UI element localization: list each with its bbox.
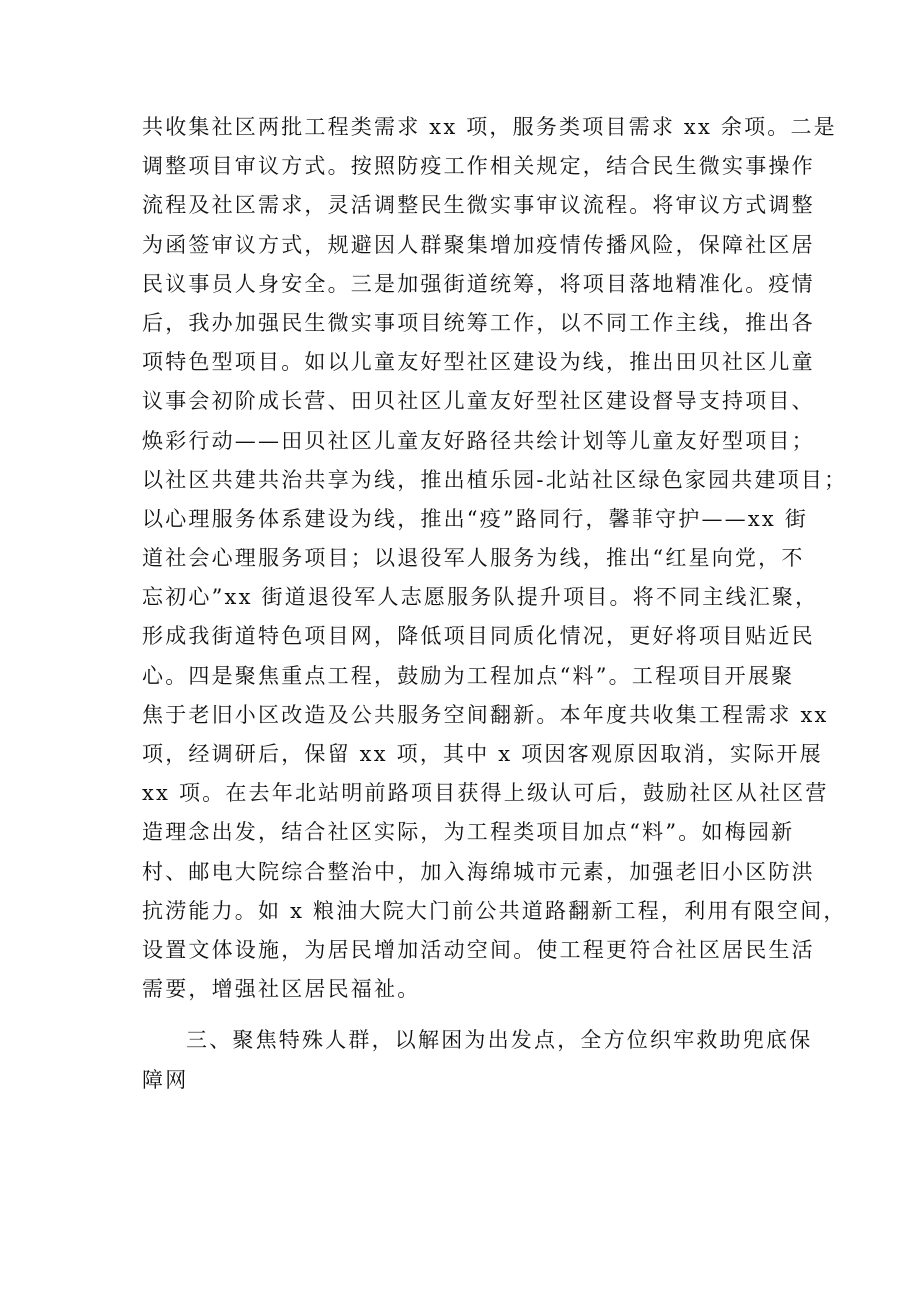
section-heading-line: 三、聚焦特殊人群，以解困为出发点，全方位织牢救助兜底保 bbox=[186, 1028, 813, 1053]
paragraph-line: 项，经调研后，保留 xx 项，其中 x 项因客观原因取消，实际开展 bbox=[142, 742, 823, 766]
paragraph-line: xx 项。在去年北站明前路项目获得上级认可后，鼓励社区从社区营 bbox=[142, 781, 829, 806]
paragraph-line: 焕彩行动——田贝社区儿童友好路径共绘计划等儿童友好型项目； bbox=[142, 428, 815, 453]
paragraph-line: 以心理服务体系建设为线，推出“疫”路同行，馨菲守护——xx 街 bbox=[142, 506, 809, 531]
paragraph-line: 需要，增强社区居民福祉。 bbox=[142, 977, 421, 1002]
paragraph-gap bbox=[142, 1009, 822, 1021]
paragraph-line: 民议事员人身安全。三是加强街道统筹，将项目落地精准化。疫情 bbox=[142, 271, 815, 296]
paragraph-line: 后，我办加强民生微实事项目统筹工作，以不同工作主线，推出各 bbox=[142, 310, 815, 335]
paragraph-line: 焦于老旧小区改造及公共服务空间翻新。本年度共收集工程需求 xx bbox=[142, 702, 829, 727]
paragraph-line: 以社区共建共治共享为线，推出植乐园-北站社区绿色家园共建项目； bbox=[142, 467, 848, 492]
paragraph-line: 设置文体设施，为居民增加活动空间。使工程更符合社区居民生活 bbox=[142, 937, 815, 962]
paragraph-line: 忘初心”xx 街道退役军人志愿服务队提升项目。将不同主线汇聚， bbox=[142, 585, 819, 610]
paragraph-line: 造理念出发，结合社区实际，为工程类项目加点“料”。如梅园新 bbox=[142, 820, 795, 845]
paragraph-line: 项特色型项目。如以儿童友好型社区建设为线，推出田贝社区儿童 bbox=[142, 350, 815, 375]
document-body bbox=[142, 108, 848, 1100]
paragraph-line: 心。四是聚焦重点工程，鼓励为工程加点“料”。工程项目开展聚 bbox=[142, 663, 795, 688]
paragraph-line: 村、邮电大院综合整治中，加入海绵城市元素，加强老旧小区防洪 bbox=[142, 859, 815, 884]
paragraph-line: 抗涝能力。如 x 粮油大院大门前公共道路翻新工程，利用有限空间， bbox=[142, 898, 847, 923]
section-heading-line: 障网 bbox=[142, 1067, 189, 1092]
paragraph-line: 流程及社区需求，灵活调整民生微实事审议流程。将审议方式调整 bbox=[142, 193, 815, 218]
paragraph-line: 为函签审议方式，规避因人群聚集增加疫情传播风险，保障社区居 bbox=[142, 232, 815, 257]
paragraph-line: 共收集社区两批工程类需求 xx 项，服务类项目需求 xx 余项。二是 bbox=[142, 115, 837, 139]
paragraph-line: 议事会初阶成长营、田贝社区儿童友好型社区建设督导支持项目、 bbox=[142, 389, 815, 414]
paragraph-line: 形成我街道特色项目网，降低项目同质化情况，更好将项目贴近民 bbox=[142, 624, 815, 649]
paragraph-line: 道社会心理服务项目；以退役军人服务为线，推出“红星向党，不 bbox=[142, 546, 805, 571]
paragraph-line: 调整项目审议方式。按照防疫工作相关规定，结合民生微实事操作 bbox=[142, 154, 815, 179]
